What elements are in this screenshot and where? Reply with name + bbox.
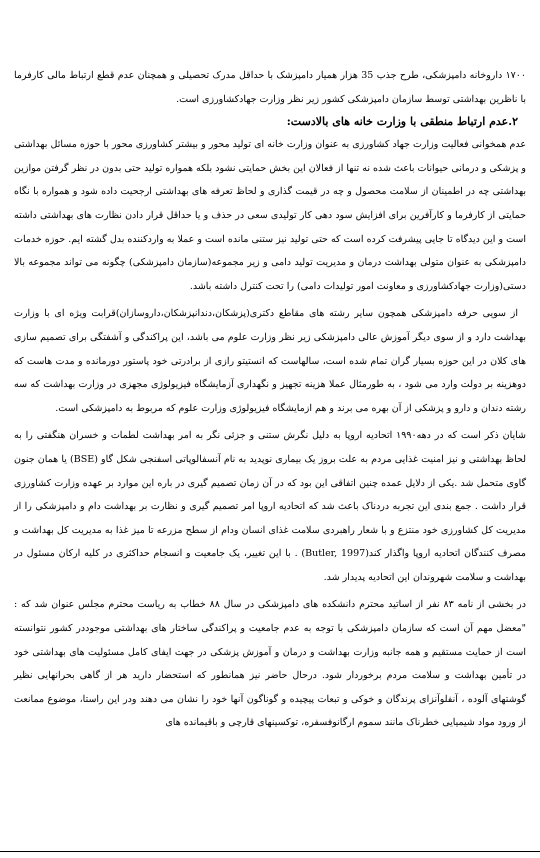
paragraph-professors-letter: در بخشی از نامه ۸۳ نفر از اساتید محترم دانشکده های دامپزشکی در سال ۸۸ خطاب به ریاست محترم مجلس عنوان شد که : "معضل مهم آن است که سازمان دامپزشکی با توجه به عدم جامعیت و پراکندگی ساختار های بهداشتی موجوددر کشور نتوانسته است از حمایت مستقیم و همه جانبه وزارت بهداشت و درمان و آموزش پزشکی در جهت ایفای کامل مسئولیت های بهداشتی خود در تأمین بهداشت و سلامت مردم برخوردار شود. درحال حاضر نیز همانطور که استحضار دارید هر از گاهی بحرانهایی نظیر گوشتهای آلوده ، آنفلوآنزای پرندگان و خوکی و تبعات پیچیده و گوناگون آنها خود را نشان می دهند ودر این راستا، موضوع ممانعت از ورود مواد شیمیایی خطرناک مانند سموم ارگانوفسفره، توکسینهای قارچی و باقیمانده های <box>14 599 526 729</box>
document-body <box>14 64 526 735</box>
paragraph-fragmentation: از سویی حرفه دامپزشکی همچون سایر رشته های مقاطع دکتری(پزشکان،دندانپزشکان،داروسازان)قرابت ویژه ای با وزارت بهداشت دارد و از سوی دیگر آموزش عالی دامپزشکی زیر نظر وزارت علوم می باشد، این پراکندگی و آشفتگی برای تصمیم سازی های کلان در این حوزه بسیار گران تمام شده است، سالهاست که انستیتو رازی از برادرتی خود پاستور دورمانده و مدت هاست که دوهزینه بر دولت وارد می شود ، به طورمثال عملا هزینه تجهیز و نگهداری آزمایشگاه فیزیولوژی مجهزی در وزارت بهداشت که سه رشته دندان و دارو و پزشکی از آن بهره می برند و هم ازمایشگاه فیزیولوژی وزارت علوم که مربوط به دامپزشکی است. <box>14 308 526 414</box>
paragraph-agriculture: عدم همخوانی فعالیت وزارت جهاد کشاورزی به عنوان وزارت خانه ای تولید محور و بیشتر کشاورزی محور با حوزه مسائل بهداشتی و پزشکی و درمانی حیوانات باعث شده نه تنها از فعالان این بخش حمایتی نشود بلکه همواره تولید حتی بدون در نظر گرفتن موازین بهداشتی چه در اطمینان از سلامت محصول و چه در قیمت گذاری و لحاظ تعرفه های بهداشتی ارجحیت داده شود و همواره با نگاه حمایتی از کارفرما و کارآفرین برای افزایش سود دهی کار تولیدی سعی در حذف و یا حداقل قرار دادن نظارت های بهداشتی داشته است و این دیدگاه تا جایی پیشرفت کرده است که حتی تولید نیز ستنی مانده است و عملا به واردکننده بدل گشته ایم. حوزه خدمات دامپزشکی به عنوان متولی بهداشت درمان و مدیریت تولید دامی و زیر مجموعه(سازمان دامپزشکی) چگونه می تواند مجموعه بالا دستی(وزارت جهادکشاورزی و معاونت امور تولیدات دامی) را تحت کنترل داشته باشد. <box>14 139 526 292</box>
paragraph-intro: ۱۷۰۰ داروخانه دامپزشکی، طرح جذب 35 هزار همیار دامپزشک با حداقل مدرک تحصیلی و همچنان عدم قطع ارتباط مالی کارفرما با ناظرین بهداشتی توسط سازمان دامپزشکی کشور زیر نظر وزارت جهادکشاورزی است. <box>14 70 526 105</box>
page-bottom-rule <box>0 851 540 852</box>
paragraph-europe-bse: شایان ذکر است که در دهه۱۹۹۰ اتحادیه اروپا به دلیل نگرش ستنی و جزئی نگر به امر بهداشت لطمات و خسران هنگفتی را به لحاظ بهداشتی و نیز امنیت غذایی مردم به علت بروز یک بیماری نوپدید به نام آنسفالوپاتی اسفنجی شکل گاو (BSE) یا همان جنون گاوی متحمل شد .یکی از دلایل عمده چنین اتفاقی این بود که در آن زمان تصمیم گیری در باره این موارد بر عهده وزارت کشاورزی قرار داشت . جمع بندی این تجربه دردناک باعث شد که اتحادیه اروپا امر تصمیم گیری و نظارت بر بهداشت دام و دامپزشکی را از مدیریت کل کشاورزی خود منتزع و با شعار راهبردی سلامت غذای انسان ودام از سطح مزرعه تا میز غذا به مدیریت کل بهداشت و مصرف کنندگان اتحادیه اروپا واگذار کند(Butler, 1997) . با این تغییر، یک جامعیت و انسجام حداکثری در کلیه ارکان مسئول در بهداشت و سلامت شهروندان این اتحادیه پدیدار شد. <box>14 430 526 583</box>
section-heading: ۲.عدم ارتباط منطقی با وزارت خانه های بالادست: <box>286 115 518 129</box>
